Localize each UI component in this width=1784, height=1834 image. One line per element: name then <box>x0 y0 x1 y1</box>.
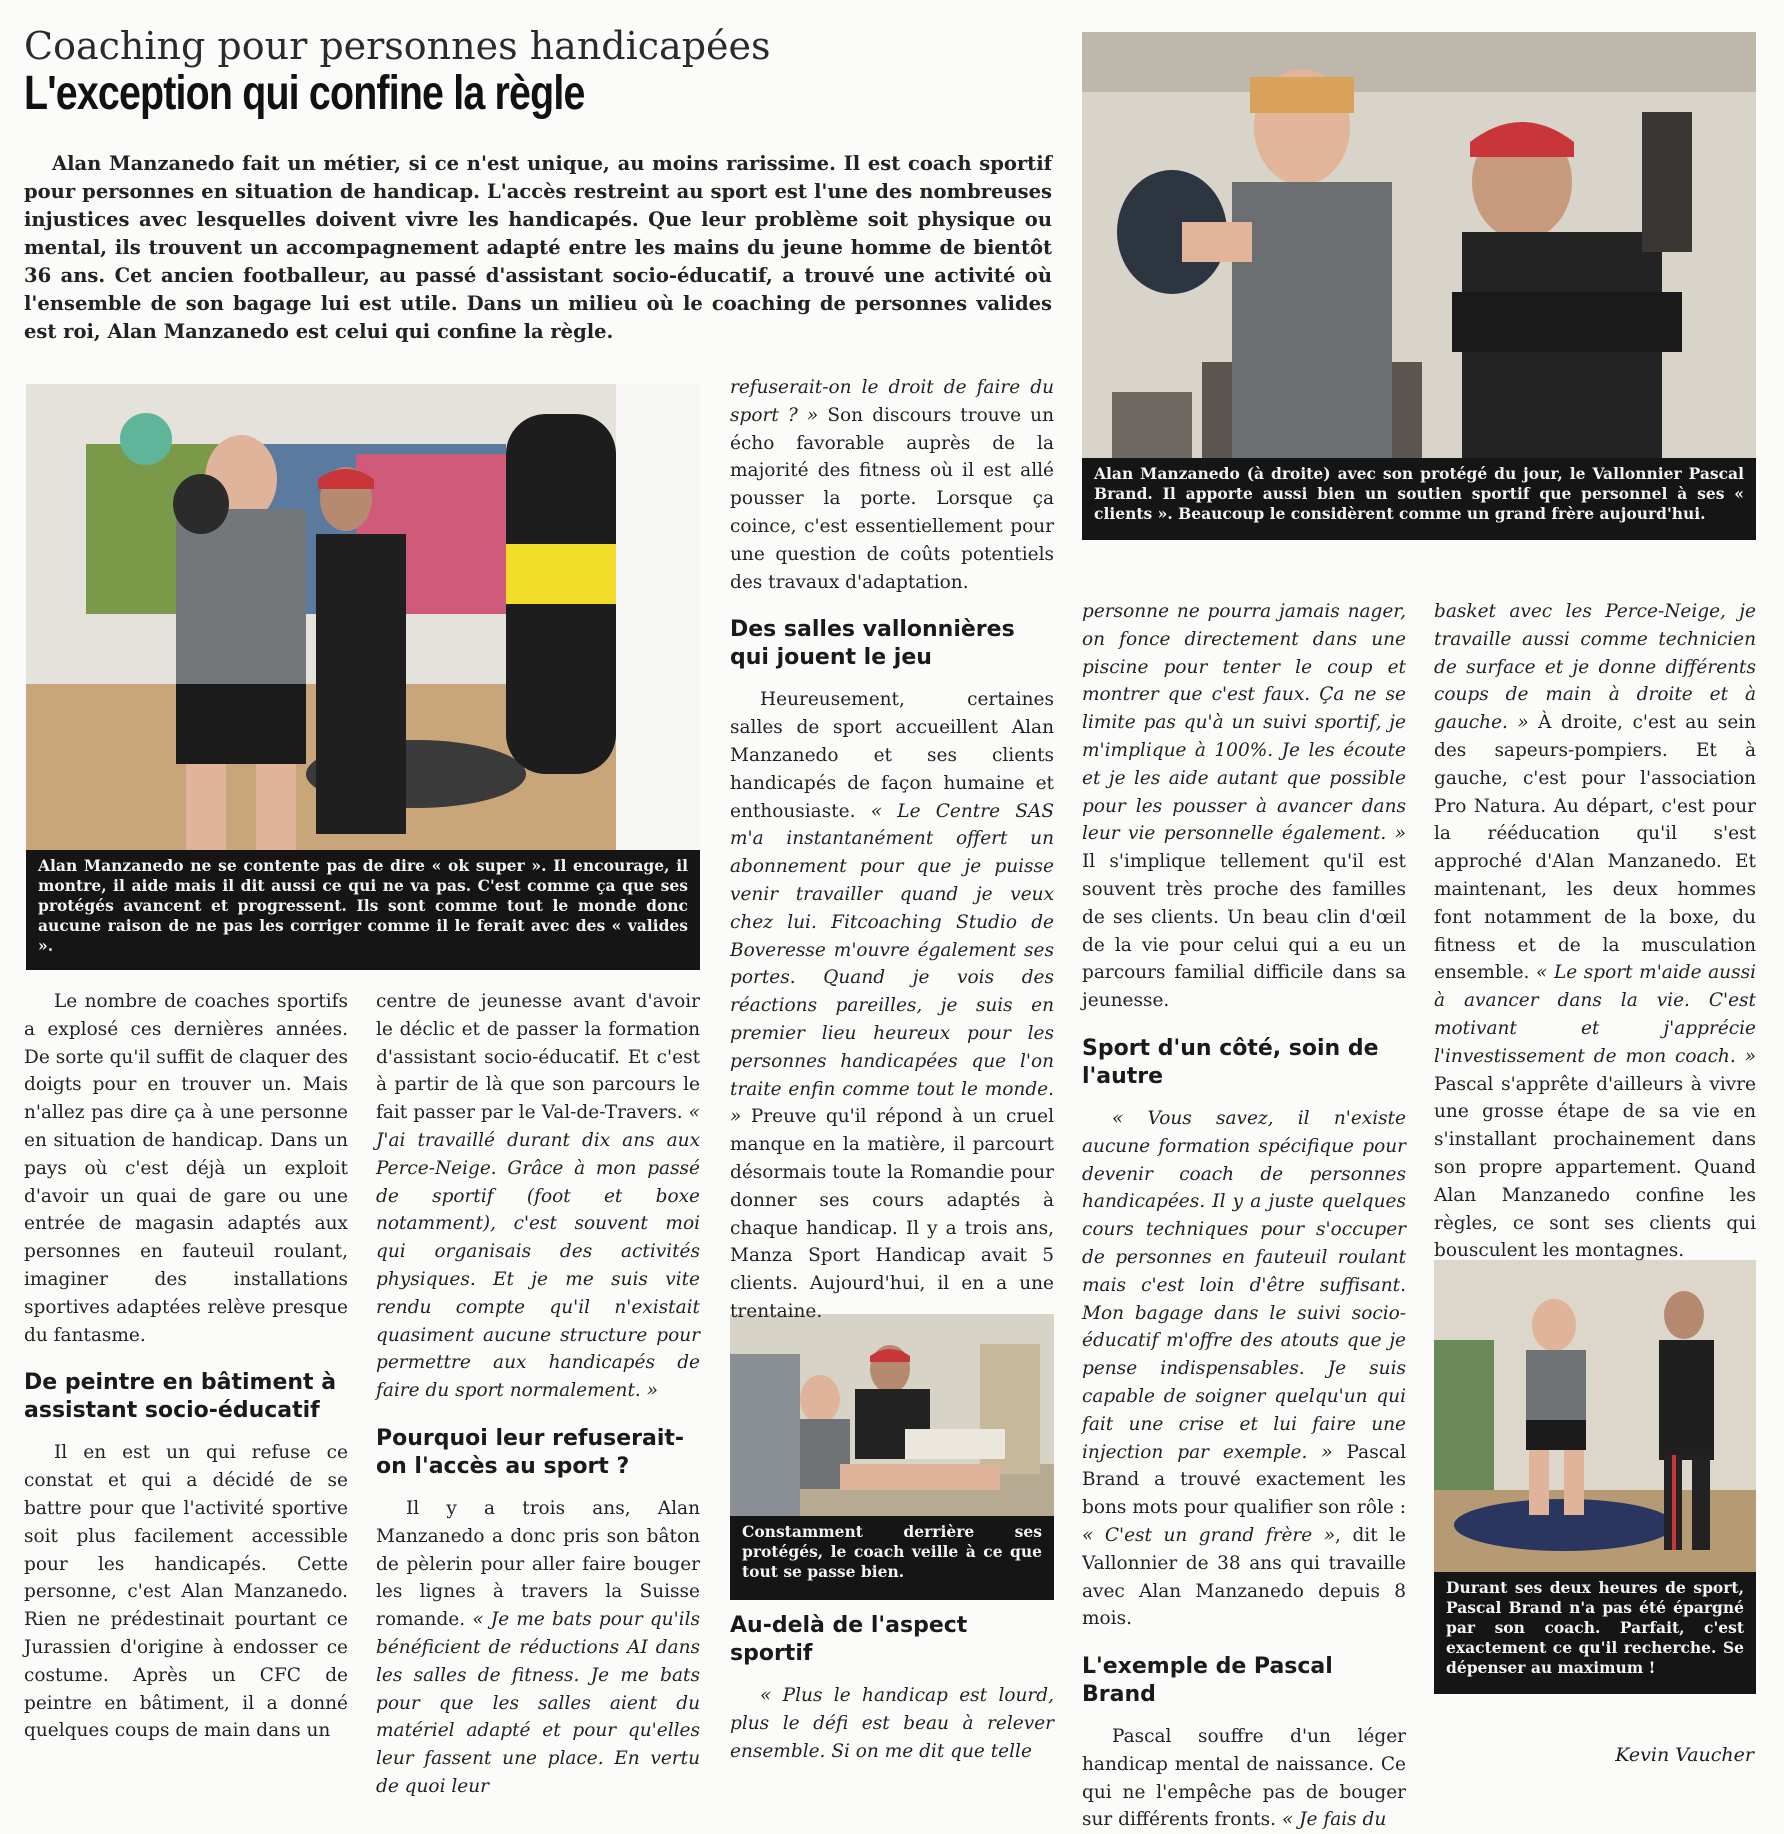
subheading-peintre: De peintre en bâtiment à assistant socio-éducatif <box>24 1370 337 1424</box>
subheading-pourquoi: Pourquoi leur refuserait-on l'accès au sport ? <box>376 1425 685 1479</box>
paragraph: Heureusement, certaines salles de sport accueillent Alan Manzanedo et ses clients handicapés de façon humaine et enthousiaste. « Le Centre SAS m'a instantanément offert un abonnement pour que je puisse venir travailler quand je veux chez lui. Fitcoaching Studio de Boveresse m'ouvre également ses portes. Quand je vois des réactions pareilles, je suis en premier lieu heureux pour les personnes handicapées que l'on traite enfin comme tout le monde. » Preuve qu'il répond à un cruel manque en la matière, il parcourt désormais toute la Romandie pour donner ses cours adaptés à chaque handicap. Il y a trois ans, Manza Sport Handicap avait 5 clients. Aujourd'hui, il en a une trentaine. <box>730 689 1054 1322</box>
author-byline: Kevin Vaucher <box>1615 1744 1754 1766</box>
paragraph: refuserait-on le droit de faire du sport ? » Son discours trouve un écho favorable auprès de la majorité des fitness où il est allé pousser la porte. Lorsque ça coince, c'est essentiellement pour une question de coûts potentiels des travaux d'adaptation. <box>730 377 1054 593</box>
paragraph: centre de jeunesse avant d'avoir le déclic et de passer la formation d'assistant socio-éducatif. Et c'est à partir de là que son parcours le fait passer par le Val-de-Travers. « J'ai travaillé durant dix ans aux Perce-Neige. Grâce à mon passé de sportif (foot et boxe notamment), c'est souvent moi qui organisais des activités physiques. Et je me suis vite rendu compte qu'il n'existait quasiment aucune structure pour permettre aux handicapés de faire du sport normalement. » <box>376 991 700 1402</box>
body-column-5 <box>1434 598 1756 1265</box>
article-headline: L'exception qui confine la règle <box>24 67 585 120</box>
paragraph: Il en est un qui refuse ce constat et qui a décidé de se battre pour que l'activité sportive soit plus facilement accessible pour les handicapés. Cette personne, c'est Alan Manzanedo. Rien ne prédestinait pourtant ce Jurassien d'origine à endosser ce costume. Après un CFC de peintre en bâtiment, il a donné quelques coups de main dans un <box>24 1442 348 1742</box>
paragraph: personne ne pourra jamais nager, on fonce directement dans une piscine pour tenter le coup et montrer que c'est faux. Ça ne se limite pas qu'à un suivi sportif, je m'implique à 100%. Je les écoute et je les aide autant que possible pour les pousser à avancer dans leur vie personnelle également. » Il s'implique tellement qu'il est souvent très proche des familles de ses clients. Un beau clin d'œil de la vie pour celui qui a eu un parcours familial difficile dans sa jeunesse. <box>1082 601 1406 1012</box>
body-column-4 <box>1082 598 1406 1834</box>
paragraph: basket avec les Perce-Neige, je travaille aussi comme technicien de surface et je donne différents coups de main à droite et à gauche. » À droite, c'est au sein des sapeurs-pompiers. Et à gauche, c'est pour l'association Pro Natura. Au départ, c'est pour la rééducation qu'il s'est approché d'Alan Manzanedo. Et maintenant, les deux hommes font notamment de la boxe, du fitness et de la musculation ensemble. « Le sport m'aide aussi à avancer dans la vie. C'est motivant et j'apprécie l'investissement de mon coach. » Pascal s'apprête d'ailleurs à vivre une grosse étape de sa vie en s'installant prochainement dans son propre appartement. Quand Alan Manzanedo confine les règles, ce sont ses clients qui bousculent les montagnes. <box>1434 601 1757 1262</box>
paragraph: « Plus le handicap est lourd, plus le défi est beau à relever ensemble. Si on me dit que telle <box>730 1685 1054 1762</box>
paragraph: « Vous savez, il n'existe aucune formation spécifique pour devenir coach de personnes handicapées. Il y a juste quelques cours techniques pour s'occuper de personnes en fauteuil roulant mais c'est loin d'être suffisant. Mon bagage dans le suivi socio-éducatif m'offre des atouts que je pense indispensables. Je suis capable de soigner quelqu'un qui fait une crise et lui faire une injection par exemple. » Pascal Brand a trouvé exactement les bons mots pour qualifier son rôle : « C'est un grand frère », dit le Vallonnier de 38 ans qui travaille avec Alan Manzanedo depuis 8 mois. <box>1082 1107 1407 1630</box>
subheading-exemple: L'exemple de Pascal Brand <box>1082 1654 1333 1708</box>
body-column-3-top <box>730 374 1054 1326</box>
photo-boxing-training <box>26 384 700 850</box>
body-column-1 <box>24 988 348 1745</box>
subheading-sport: Sport d'un côté, soin de l'autre <box>1082 1035 1379 1089</box>
article-kicker: Coaching pour personnes handicapées <box>24 24 771 68</box>
body-column-3-bottom <box>730 1610 1054 1765</box>
paragraph: Il y a trois ans, Alan Manzanedo a donc pris son bâton de pèlerin pour aller faire bouger les lignes à travers la Suisse romande. « Je me bats pour qu'ils bénéficient de réductions AI dans les salles de fitness. Je me bats pour que les salles aient du matériel adapté et pour qu'elles leur fassent une place. En vertu de quoi leur <box>376 1497 700 1797</box>
subheading-salles: Des salles vallonnières qui jouent le jeu <box>730 617 1015 671</box>
article-lead: Alan Manzanedo fait un métier, si ce n'est unique, au moins rarissime. Il est coach sportif pour personnes en situation de handicap. L'accès restreint au sport est l'une des nombreuses injustices avec lesquelles doivent vivre les handicapés. Que leur problème soit physique ou mental, ils trouvent un accompagnement adapté entre les mains du jeune homme de bientôt 36 ans. Cet ancien footballeur, au passé d'assistant socio-éducatif, a trouvé une activité où l'ensemble de son bagage lui est utile. Dans un milieu où le coaching de personnes valides est roi, Alan Manzanedo est celui qui confine la règle. <box>24 152 1052 343</box>
caption-boxing-training: Alan Manzanedo ne se contente pas de dire « ok super ». Il encourage, il montre, il aide mais il dit aussi ce qui ne va pas. C'est comme ça que ses protégés avancent et progressent. Ils sont comme tout le monde donc aucune raison de ne pas les corriger comme il le ferait avec des « valides ». <box>26 850 700 970</box>
body-column-2 <box>376 988 700 1801</box>
subheading-au-dela: Au-delà de l'aspect sportif <box>730 1613 968 1666</box>
caption-gym-machine: Constamment derrière ses protégés, le coach veille à ce que tout se passe bien. <box>730 1516 1054 1600</box>
caption-coach-and-client: Alan Manzanedo (à droite) avec son protégé du jour, le Vallonnier Pascal Brand. Il apporte aussi bien un soutien sportif que personnel à ses « clients ». Beaucoup le considèrent comme un grand frère aujourd'hui. <box>1082 458 1756 540</box>
caption-trampoline: Durant ses deux heures de sport, Pascal Brand n'a pas été épargné par son coach. Parfait, c'est exactement ce qu'il recherche. Se dépenser au maximum ! <box>1434 1572 1756 1694</box>
paragraph: Pascal souffre d'un léger handicap mental de naissance. Ce qui ne l'empêche pas de bouger sur différents fronts. « Je fais du <box>1082 1726 1406 1831</box>
photo-coach-and-client <box>1082 32 1756 458</box>
paragraph: Le nombre de coaches sportifs a explosé ces dernières années. De sorte qu'il suffit de claquer des doigts pour en trouver un. Mais n'allez pas dire ça à une personne en situation de handicap. Dans un pays où c'est déjà un exploit d'avoir un quai de gare ou une entrée de magasin adaptés aux personnes en fauteuil roulant, imaginer des installations sportives adaptées relève presque du fantasme. <box>24 991 348 1346</box>
photo-trampoline <box>1434 1260 1756 1572</box>
photo-gym-machine <box>730 1314 1054 1516</box>
